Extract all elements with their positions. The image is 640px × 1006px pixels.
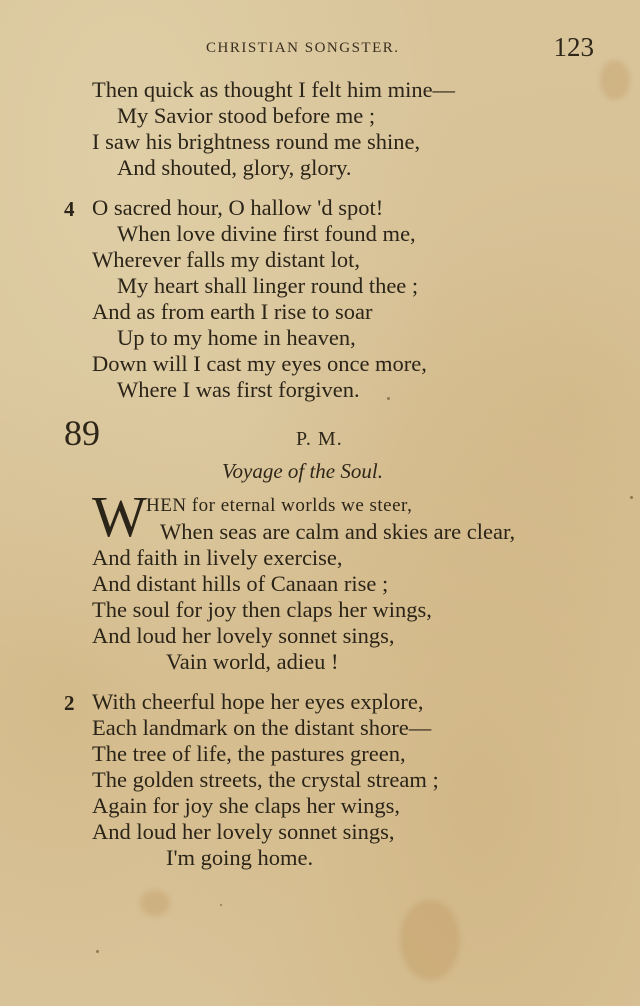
- verse-line: Then quick as thought I felt him mine—: [92, 77, 456, 102]
- verse-line: Each landmark on the distant shore—: [92, 715, 432, 740]
- verse-line: The soul for joy then claps her wings,: [92, 597, 432, 622]
- hymn-meter: P. M.: [296, 428, 343, 450]
- stanza-number: 2: [64, 691, 75, 715]
- drop-cap: W: [92, 484, 147, 549]
- paper-stain: [600, 60, 630, 100]
- verse-line: Wherever falls my distant lot,: [92, 247, 361, 272]
- verse-line: Up to my home in heaven,: [117, 325, 356, 350]
- verse-line: Where I was first forgiven.: [117, 377, 360, 402]
- paper-speck: [220, 904, 222, 906]
- paper-speck: [630, 496, 633, 499]
- verse-line: And as from earth I rise to soar: [92, 299, 373, 324]
- verse-line: And shouted, glory, glory.: [117, 155, 352, 180]
- verse-line: When love divine first found me,: [117, 221, 416, 246]
- verse-line: And faith in lively exercise,: [92, 545, 343, 570]
- paper-stain: [400, 900, 460, 980]
- hymn-title: Voyage of the Soul.: [222, 459, 383, 483]
- verse-line: Down will I cast my eyes once more,: [92, 351, 427, 376]
- running-title: CHRISTIAN SONGSTER.: [206, 40, 400, 56]
- verse-line: My Savior stood before me ;: [117, 103, 376, 128]
- paper-speck: [96, 950, 99, 953]
- refrain-line: I'm going home.: [166, 845, 314, 870]
- verse-line: With cheerful hope her eyes explore,: [92, 689, 424, 714]
- verse-line: O sacred hour, O hallow 'd spot!: [92, 195, 384, 220]
- hymn-number: 89: [64, 413, 100, 453]
- verse-line: And loud her lovely sonnet sings,: [92, 623, 395, 648]
- verse-line: My heart shall linger round thee ;: [117, 273, 419, 298]
- verse-line: And loud her lovely sonnet sings,: [92, 819, 395, 844]
- refrain-line: Vain world, adieu !: [166, 649, 339, 674]
- stanza-number: 4: [64, 197, 75, 221]
- verse-line: When seas are calm and skies are clear,: [160, 519, 516, 544]
- verse-line: Again for joy she claps her wings,: [92, 793, 401, 818]
- paper-stain: [140, 890, 170, 916]
- paper-speck: [387, 397, 390, 400]
- page-number: 123: [553, 32, 594, 62]
- verse-line: I saw his brightness round me shine,: [92, 129, 421, 154]
- verse-line: And distant hills of Canaan rise ;: [92, 571, 389, 596]
- verse-line-first: HEN for eternal worlds we steer,: [146, 495, 413, 516]
- verse-line: The tree of life, the pastures green,: [92, 741, 406, 766]
- running-head: [206, 32, 600, 62]
- verse-line: The golden streets, the crystal stream ;: [92, 767, 439, 792]
